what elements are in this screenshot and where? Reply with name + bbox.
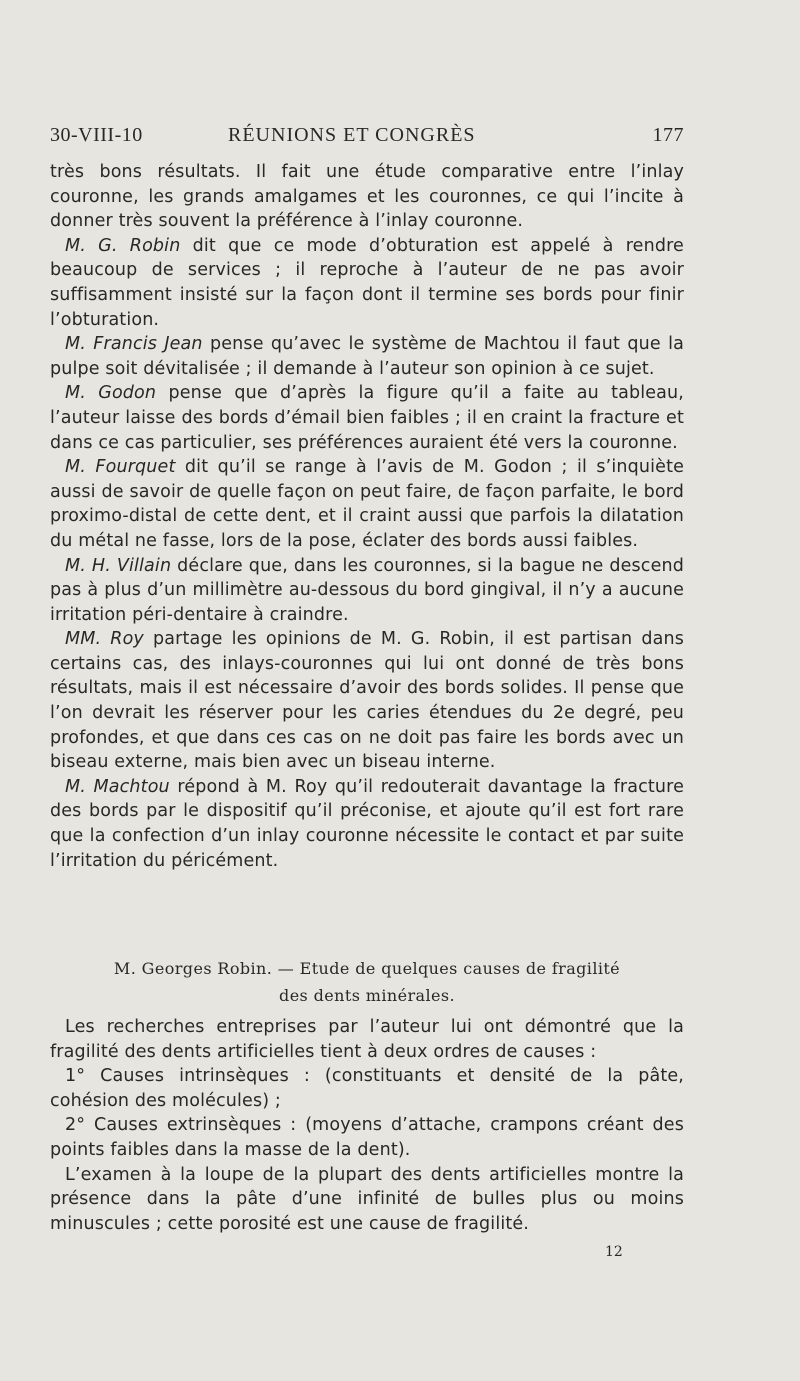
communication-title-line: des dents minérales.: [279, 986, 455, 1005]
section-heading: RÉUNIONS ET CONGRÈS: [228, 124, 476, 146]
paragraph-text: répond à M. Roy qu’il redouterait davantage la fracture des bords par le dispositif qu’il préconise, et ajoute qu’il est fort rare que la confection d’un inlay couronne nécessite le contact et par suite l’irritation du péricément.: [50, 776, 685, 871]
paragraph: [50, 554, 684, 628]
communication-title: [50, 955, 684, 1009]
discussion-text: [50, 160, 684, 873]
speaker-name: M. G. Robin: [65, 235, 181, 256]
paragraph-text: pense qu’avec le système de Machtou il faut que la pulpe soit dévitalisée ; il demande à l’auteur son opinion à ce sujet.: [50, 334, 684, 379]
speaker-name: MM. Roy: [65, 629, 144, 650]
communication-text: [50, 1015, 684, 1236]
paragraph: [50, 627, 684, 775]
issue-date: 30-VIII-10: [50, 124, 143, 146]
paragraph: [50, 332, 684, 381]
paragraph: [50, 381, 684, 455]
signature-mark: 12: [605, 1244, 623, 1260]
speaker-name: M. H. Villain: [65, 555, 172, 576]
paragraph: 1° Causes intrinsèques : (constituants et densité de la pâte, cohésion des molécules) ;: [50, 1066, 684, 1111]
paragraph: [50, 775, 684, 873]
paragraph-text: pense que d’après la figure qu’il a faite au tableau, l’auteur laisse des bords d’émail bien faibles ; il en craint la fracture et dans ce cas particulier, ses préférences auraient été vers la couronne.: [50, 383, 684, 453]
paragraph: Les recherches entreprises par l’auteur lui ont démontré que la fragilité des dents artificielles tient à deux ordres de causes :: [50, 1017, 684, 1062]
page-number: 177: [652, 124, 684, 146]
paragraph: L’examen à la loupe de la plupart des dents artificielles montre la présence dans la pâte d’une infinité de bulles plus ou moins minuscules ; cette porosité est une cause de fragilité.: [50, 1164, 684, 1234]
paragraph-text: très bons résultats. Il fait une étude comparative entre l’inlay couronne, les grands amalgames et les couronnes, ce qui l’incite à donner très souvent la préférence à l’inlay couronne.: [50, 162, 684, 232]
paragraph: [50, 234, 684, 332]
paragraph: 2° Causes extrinsèques : (moyens d’attache, crampons créant des points faibles dans la masse de la dent).: [50, 1115, 684, 1160]
paragraph: [50, 455, 684, 553]
running-head: [50, 124, 684, 152]
speaker-name: M. Godon: [65, 383, 157, 404]
speaker-name: M. Francis Jean: [65, 334, 203, 355]
communication-title-line: M. Georges Robin. — Etude de quelques causes de fragilité: [113, 959, 621, 978]
paragraph-text: dit que ce mode d’obturation est appelé à rendre beaucoup de services ; il reproche à l’auteur de ne pas avoir suffisamment insisté sur la façon dont il termine ses bords pour finir l’obturation.: [50, 235, 684, 330]
paragraph-text: déclare que, dans les couronnes, si la bague ne descend pas à plus d’un millimètre au-dessous du bord gingival, il n’y a aucune irritation péri-dentaire à craindre.: [50, 555, 684, 625]
speaker-name: M. Machtou: [65, 776, 170, 797]
paragraph-text: partage les opinions de M. G. Robin, il est partisan dans certains cas, des inlays-couronnes qui lui ont donné de très bons résultats, mais il est nécessaire d’avoir des bords solides. Il pense que l’on devrait les réserver pour les caries étendues du 2e degré, peu profondes, et que dans ces cas on ne doit pas faire les bords avec un biseau externe, mais bien avec un biseau interne.: [50, 629, 684, 773]
paragraph-text: dit qu’il se range à l’avis de M. Godon ; il s’inquiète aussi de savoir de quelle façon on peut faire, de façon parfaite, le bord proximo-distal de cette dent, et il craint aussi que parfois la dilatation du métal ne fasse, lors de la pose, éclater des bords aussi faibles.: [50, 457, 684, 551]
paragraph: [50, 160, 684, 234]
speaker-name: M. Fourquet: [65, 457, 176, 478]
